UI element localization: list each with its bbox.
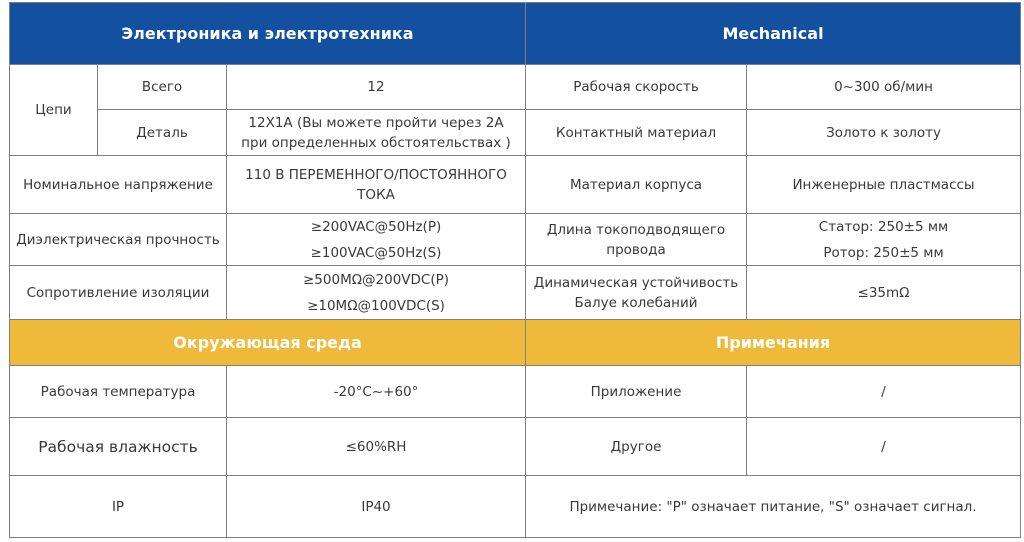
lead-length-stator: Статор: 250±5 мм [818, 218, 949, 235]
other-value: / [747, 418, 1021, 476]
environment-header: Окружающая среда [10, 320, 526, 366]
detail-value-line-2: при определенных обстоятельствах ) [241, 134, 511, 151]
temperature-value: -20°C~+60° [227, 366, 526, 418]
spec-table [9, 2, 1021, 538]
note-text: Примечание: "P" означает питание, "S" означает сигнал. [526, 476, 1021, 538]
lead-length-value [747, 214, 1021, 266]
dielectric-label: Диэлектрическая прочность [10, 214, 227, 266]
table-row [10, 214, 1021, 266]
other-label: Другое [526, 418, 747, 476]
insulation-value-line-2: ≥10MΩ@100VDC(S) [307, 297, 445, 314]
table-row [10, 156, 1021, 214]
lead-length-label-line-1: Длина токоподводящего [546, 221, 726, 238]
humidity-label: Рабочая влажность [10, 418, 227, 476]
table-row [10, 476, 1021, 538]
mechanical-header: Mechanical [526, 3, 1021, 65]
contact-value: Золото к золоту [747, 110, 1021, 156]
table-row [10, 266, 1021, 320]
housing-label: Материал корпуса [526, 156, 747, 214]
detail-value-line-1: 12X1A (Вы можете пройти через 2A [248, 114, 504, 131]
dielectric-value [227, 214, 526, 266]
table-row [10, 418, 1021, 476]
header-row-bottom [10, 320, 1021, 366]
header-row-top [10, 3, 1021, 65]
temperature-label: Рабочая температура [10, 366, 227, 418]
detail-value [227, 110, 526, 156]
table-row [10, 110, 1021, 156]
lead-length-rotor: Ротор: 250±5 мм [823, 244, 944, 261]
speed-label: Рабочая скорость [526, 65, 747, 110]
dynamic-stability-value: ≤35mΩ [747, 266, 1021, 320]
ip-value: IP40 [227, 476, 526, 538]
electronics-header: Электроника и электротехника [10, 3, 526, 65]
contact-label: Контактный материал [526, 110, 747, 156]
total-label: Всего [98, 65, 227, 110]
detail-label: Деталь [98, 110, 227, 156]
voltage-label: Номинальное напряжение [10, 156, 227, 214]
insulation-value-line-1: ≥500MΩ@200VDC(P) [302, 271, 450, 288]
dynamic-stability-label [526, 266, 747, 320]
lead-length-label [526, 214, 747, 266]
lead-length-label-line-2: провода [606, 241, 666, 258]
notes-header: Примечания [526, 320, 1021, 366]
speed-value: 0~300 об/мин [747, 65, 1021, 110]
circuits-label: Цепи [10, 65, 98, 156]
insulation-label: Сопротивление изоляции [10, 266, 227, 320]
dynamic-stability-label-line-1: Динамическая устойчивость [533, 274, 739, 291]
voltage-value-line-1: 110 В ПЕРЕМЕННОГО/ПОСТОЯННОГО [245, 166, 507, 183]
dielectric-value-line-2: ≥100VAC@50Hz(S) [310, 244, 442, 261]
dynamic-stability-label-line-2: Балуе колебаний [574, 294, 698, 311]
application-value: / [747, 366, 1021, 418]
housing-value: Инженерные пластмассы [747, 156, 1021, 214]
table-row [10, 65, 1021, 110]
insulation-value [227, 266, 526, 320]
ip-label: IP [10, 476, 227, 538]
table-row [10, 366, 1021, 418]
voltage-value [227, 156, 526, 214]
total-value: 12 [227, 65, 526, 110]
dielectric-value-line-1: ≥200VAC@50Hz(P) [310, 218, 442, 235]
application-label: Приложение [526, 366, 747, 418]
humidity-value: ≤60%RH [227, 418, 526, 476]
voltage-value-line-2: ТОКА [357, 186, 395, 203]
